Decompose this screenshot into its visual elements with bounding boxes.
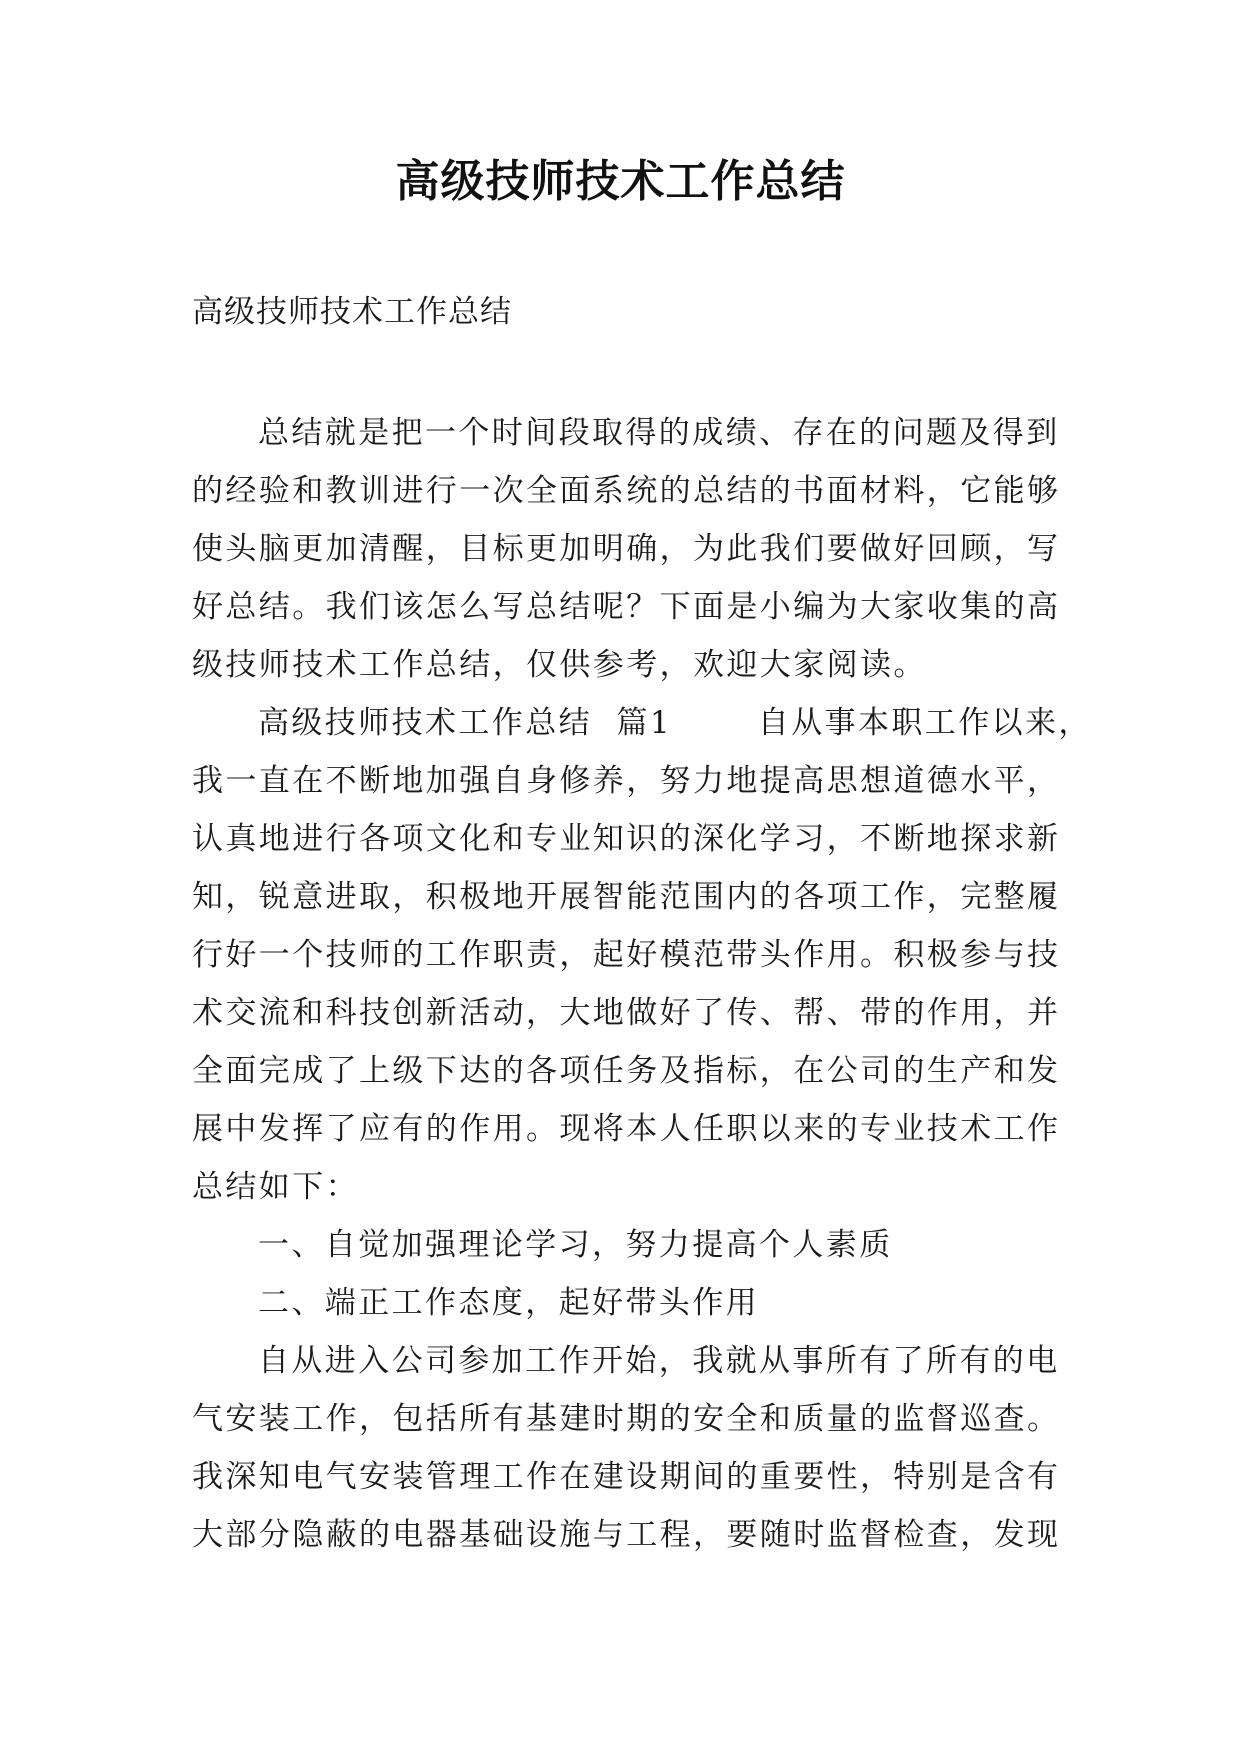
body-line: 总结如下：	[192, 1169, 359, 1205]
body-line: 我一直在不断地加强自身修养，努力地提高思想道德水平，	[192, 763, 1061, 799]
body-line: 知，锐意进取，积极地开展智能范围内的各项工作，完整履	[192, 879, 1061, 915]
body-line: 大部分隐蔽的电器基础设施与工程，要随时监督检查，发现	[192, 1517, 1061, 1553]
body-line: 术交流和科技创新活动，大地做好了传、帮、带的作用，并	[192, 995, 1061, 1031]
document-body	[192, 404, 1092, 1564]
body-line: 气安装工作，包括所有基建时期的安全和质量的监督巡查。	[192, 1401, 1061, 1437]
body-line: 级技师技术工作总结，仅供参考，欢迎大家阅读。	[192, 647, 927, 683]
body-line: 使头脑更加清醒，目标更加明确，为此我们要做好回顾，写	[192, 531, 1061, 567]
body-line: 高级技师技术工作总结 篇1 自从事本职工作以来，	[258, 705, 1092, 741]
body-line: 总结就是把一个时间段取得的成绩、存在的问题及得到	[258, 415, 1060, 451]
section-heading: 一、自觉加强理论学习，努力提高个人素质	[258, 1227, 893, 1263]
document-title: 高级技师技术工作总结	[395, 156, 846, 207]
body-line: 我深知电气安装管理工作在建设期间的重要性，特别是含有	[192, 1459, 1061, 1495]
body-line: 展中发挥了应有的作用。现将本人任职以来的专业技术工作	[192, 1111, 1061, 1147]
body-line: 行好一个技师的工作职责，起好模范带头作用。积极参与技	[192, 937, 1061, 973]
body-line: 好总结。我们该怎么写总结呢？下面是小编为大家收集的高	[192, 589, 1061, 625]
body-line: 自从进入公司参加工作开始，我就从事所有了所有的电	[258, 1343, 1060, 1379]
body-line: 的经验和教训进行一次全面系统的总结的书面材料，它能够	[192, 473, 1061, 509]
document-subtitle: 高级技师技术工作总结	[192, 294, 512, 330]
body-line: 认真地进行各项文化和专业知识的深化学习，不断地探求新	[192, 821, 1061, 857]
body-line: 全面完成了上级下达的各项任务及指标，在公司的生产和发	[192, 1053, 1061, 1089]
section-heading: 二、端正工作态度，起好带头作用	[258, 1285, 759, 1321]
